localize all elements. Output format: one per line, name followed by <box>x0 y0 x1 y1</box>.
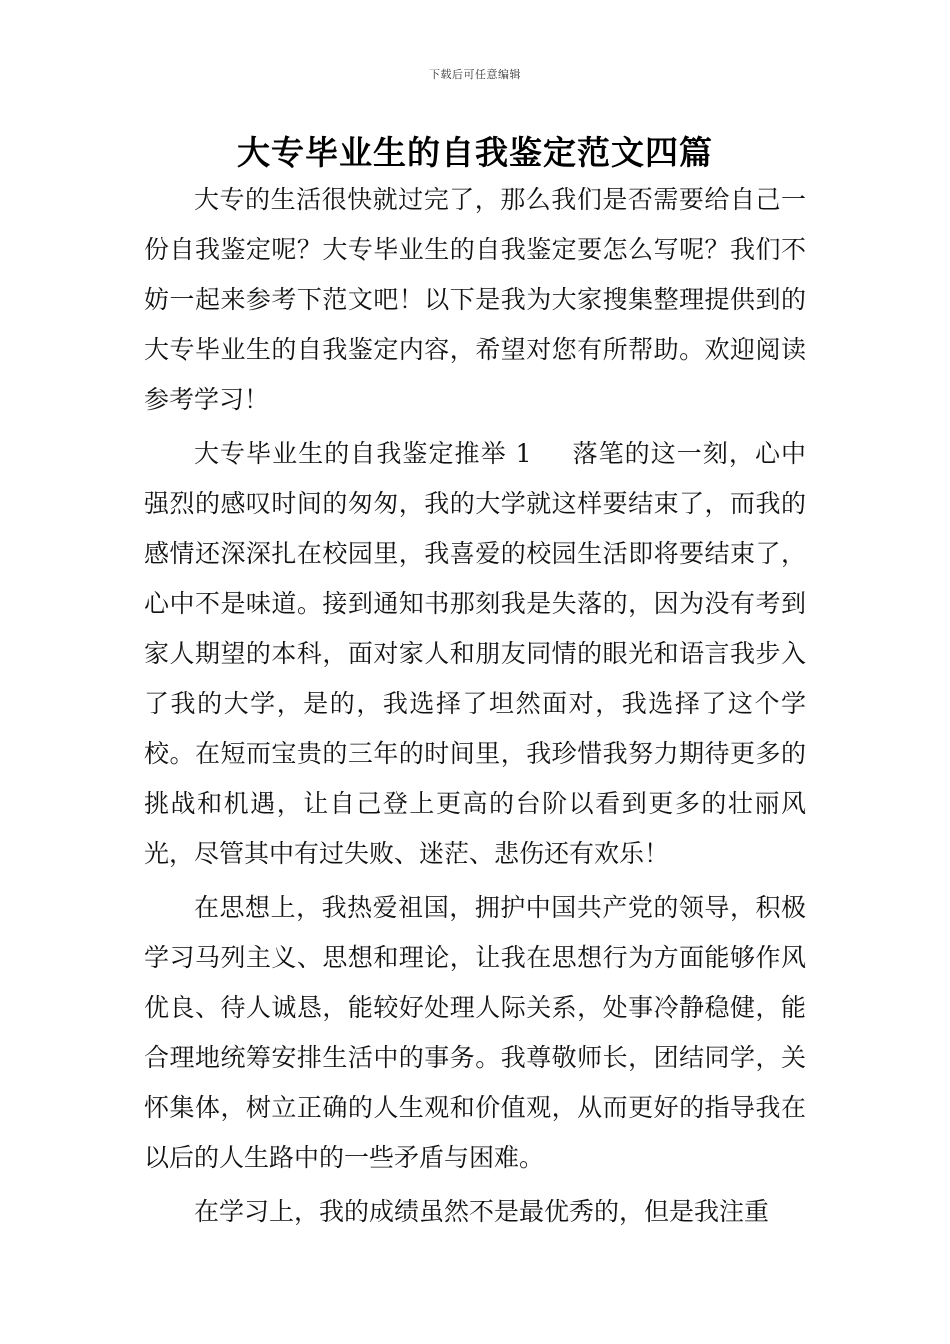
section1-heading: 大专毕业生的自我鉴定推举 1 <box>194 439 532 468</box>
header-note: 下载后可任意编辑 <box>429 68 521 81</box>
document-title: 大专毕业生的自我鉴定范文四篇 <box>237 133 713 172</box>
section1-opening-paragraph <box>144 429 806 879</box>
document-body <box>144 175 806 1237</box>
study-paragraph: 在学习上，我的成绩虽然不是最优秀的，但是我注重 <box>194 1197 770 1226</box>
section1-opening-text: 落笔的这一刻，心中强烈的感叹时间的匆匆，我的大学就这样要结束了，而我的感情还深深扎在校园里，我喜爱的校园生活即将要结束了，心中不是味道。接到通知书那刻我是失落的，因为没有考到家人期望的本科，面对家人和朋友同情的眼光和语言我步入了我的大学，是的，我选择了坦然面对，我选择了这个学校。在短而宝贵的三年的时间里，我珍惜我努力期待更多的挑战和机遇，让自己登上更高的台阶以看到更多的壮丽风光，尽管其中有过失败、迷茫、悲伤还有欢乐！ <box>144 439 806 868</box>
thought-paragraph: 在思想上，我热爱祖国，拥护中国共产党的领导，积极学习马列主义、思想和理论，让我在思想行为方面能够作风优良、待人诚恳，能较好处理人际关系，处事冷静稳健，能合理地统筹安排生活中的事务。我尊敬师长，团结同学，关怀集体，树立正确的人生观和价值观，从而更好的指导我在以后的人生路中的一些矛盾与困难。 <box>144 893 806 1172</box>
intro-paragraph: 大专的生活很快就过完了，那么我们是否需要给自己一份自我鉴定呢？大专毕业生的自我鉴定要怎么写呢？我们不妨一起来参考下范文吧！以下是我为大家搜集整理提供到的大专毕业生的自我鉴定内容，希望对您有所帮助。欢迎阅读参考学习！ <box>144 185 806 414</box>
